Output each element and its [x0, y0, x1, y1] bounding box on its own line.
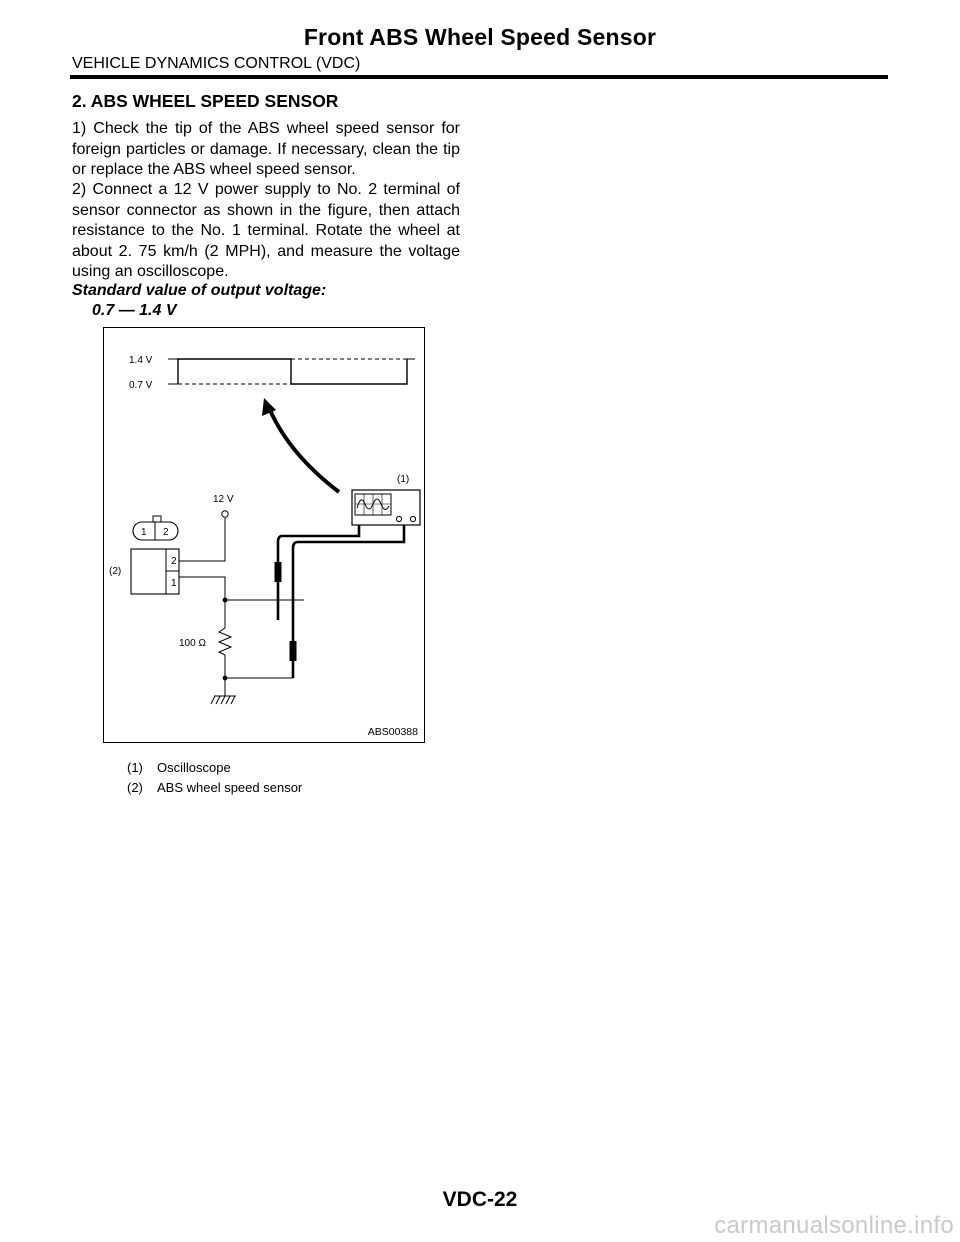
ground-icon [211, 696, 236, 704]
connector-pin-1: 1 [141, 527, 147, 538]
step-1-text: 1) Check the tip of the ABS wheel speed sensor for foreign particles or damage. If necessary, clean the tip or replace the ABS wheel speed sensor. [72, 120, 460, 178]
header-rule [70, 75, 888, 79]
resistor-icon [219, 628, 231, 655]
page-title: Front ABS Wheel Speed Sensor [303, 24, 657, 50]
legend-text: ABS wheel speed sensor [157, 780, 303, 795]
legend-number: (2) [127, 780, 143, 795]
oscilloscope-label: (1) [397, 474, 410, 485]
legend-text: Oscilloscope [157, 760, 231, 775]
standard-value-title: Standard value of output voltage: [72, 282, 327, 299]
circuit-diagram [104, 328, 426, 744]
step-2-text: 2) Connect a 12 V power supply to No. 2 terminal of sensor connector as shown in the figure, then attach resistance to the No. 1 terminal. Rotate the wheel at about 2. 75 km/h (2 MPH), and measure the voltage using an oscilloscope. [72, 181, 460, 280]
probe-lead-2 [293, 525, 404, 678]
voltage-high-label: 1.4 V [129, 355, 153, 366]
probe-lead-1 [278, 525, 359, 620]
oscilloscope-icon [352, 490, 420, 525]
figure-code: ABS00388 [367, 726, 418, 738]
resistor-label: 100 Ω [179, 638, 206, 649]
legend-item [127, 780, 302, 795]
standard-value: 0.7 — 1.4 V [92, 302, 177, 319]
sensor-pin-1: 1 [171, 578, 177, 589]
supply-voltage-label: 12 V [213, 494, 234, 505]
probe-clip-1 [275, 562, 282, 582]
watermark: carmanualsonline.info [714, 1212, 954, 1239]
legend-number: (1) [127, 760, 143, 775]
section-header: VEHICLE DYNAMICS CONTROL (VDC) [72, 55, 361, 72]
arrow-icon [270, 410, 339, 492]
connector-pin-2: 2 [163, 527, 169, 538]
sensor-label: (2) [109, 566, 122, 577]
sensor-pin-2: 2 [171, 556, 177, 567]
connector-icon [133, 516, 178, 540]
circuit-figure [103, 327, 425, 743]
section-heading: 2. ABS WHEEL SPEED SENSOR [72, 91, 339, 111]
voltage-low-label: 0.7 V [129, 380, 153, 391]
legend-item [127, 760, 231, 775]
waveform [168, 359, 415, 384]
probe-clip-2 [290, 641, 297, 661]
page-number: VDC-22 [442, 1188, 518, 1211]
